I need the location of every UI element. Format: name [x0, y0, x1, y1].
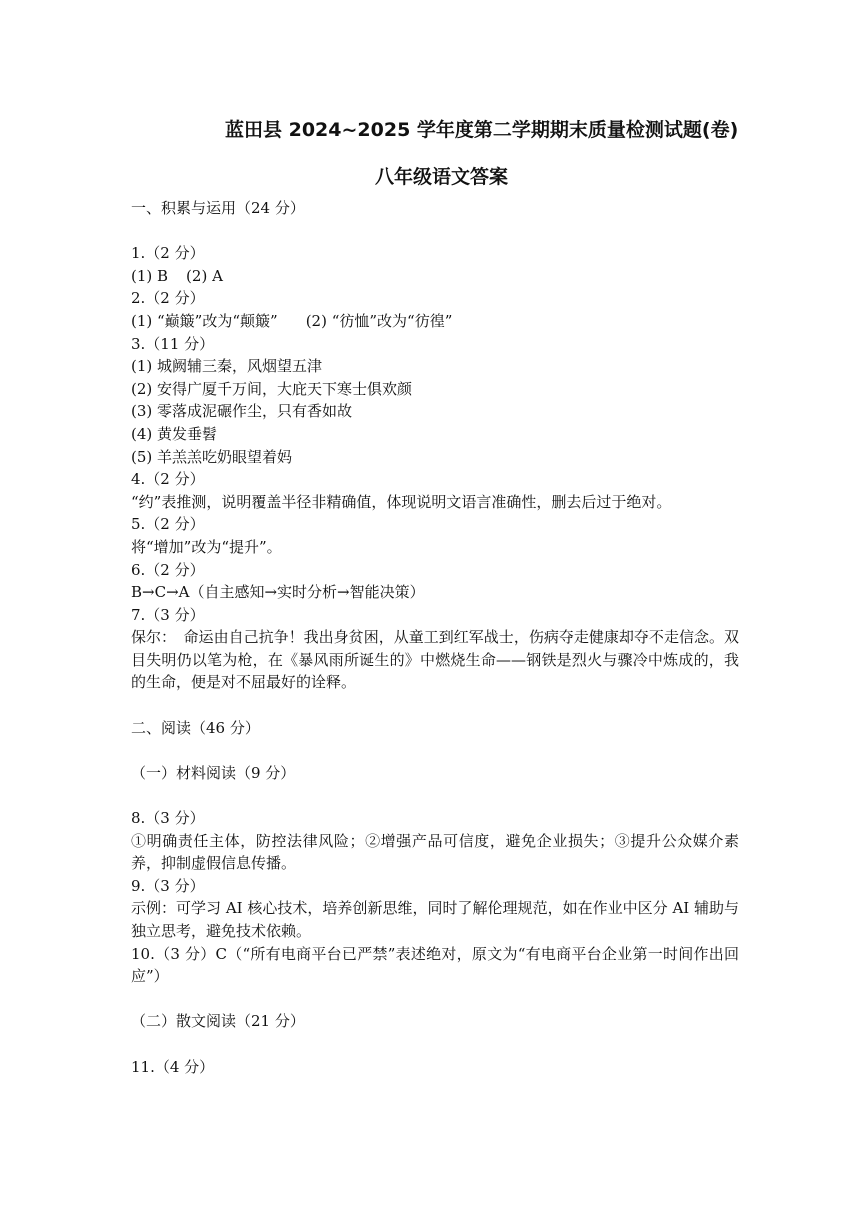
answer-6: B→C→A（自主感知→实时分析→智能决策）	[131, 583, 425, 602]
question-label-9: 9.（3 分）	[131, 876, 205, 895]
question-label-5: 5.（2 分）	[131, 515, 205, 534]
blank-line	[131, 694, 739, 717]
document-body	[131, 197, 739, 1078]
question-label-11: 11.（4 分）	[131, 1057, 215, 1076]
question-label-1: 1.（2 分）	[131, 244, 205, 263]
document-title: 蓝田县 2024~2025 学年度第二学期期末质量检测试题(卷)	[225, 119, 739, 141]
answer-9: 示例：可学习 AI 核心技术，培养创新思维，同时了解伦理规范，如在作业中区分 AI 辅助与独立思考，避免技术依赖。	[131, 899, 739, 940]
blank-line	[131, 1033, 739, 1056]
blank-line	[131, 739, 739, 762]
answer-3-item: (1) 城阙辅三秦，风烟望五津	[131, 357, 323, 376]
answer-line-1	[131, 265, 739, 288]
question-label-3: 3.（11 分）	[131, 334, 215, 353]
blank-line	[131, 220, 739, 243]
subsection-heading-prose: （二）散文阅读（21 分）	[131, 1012, 305, 1031]
answer-5: 将“增加”改为“提升”。	[131, 537, 282, 556]
answer-1-part-2: (2) A	[186, 266, 223, 285]
answer-2-part-1: (1) “巅簸”改为“颠簸”	[131, 311, 278, 330]
blank-line	[131, 784, 739, 807]
section-heading-reading: 二、阅读（46 分）	[131, 718, 260, 737]
question-label-6: 6.（2 分）	[131, 560, 205, 579]
answer-8: ①明确责任主体，防控法律风险；②增强产品可信度，避免企业损失；③提升公众媒介素养，抑制虚假信息传播。	[131, 831, 739, 873]
answer-2-part-2: (2) “彷恤”改为“彷徨”	[305, 311, 453, 330]
answer-4: “约”表推测，说明覆盖半径非精确值，体现说明文语言准确性，删去后过于绝对。	[131, 492, 672, 511]
document-subtitle: 八年级语文答案	[375, 166, 509, 188]
answer-10: 10.（3 分）C（“所有电商平台已严禁”表述绝对，原文为“有电商平台企业第一时间作出回应”）	[131, 944, 739, 986]
section-heading-accumulation: 一、积累与运用（24 分）	[131, 199, 305, 217]
blank-line	[131, 988, 739, 1011]
subsection-heading-material: （一）材料阅读（9 分）	[131, 763, 296, 782]
question-label-7: 7.（3 分）	[131, 605, 205, 624]
answer-7: 保尔： 命运由自己抗争！我出身贫困，从童工到红军战士，伤病夺走健康却夺不走信念。双目失明仍以笔为枪，在《暴风雨所诞生的》中燃烧生命——钢铁是烈火与骤冷中炼成的，我的生命，便是对不屈最好的诠释。	[131, 628, 739, 692]
answer-3-item: (3) 零落成泥碾作尘，只有香如故	[131, 402, 353, 421]
question-label-2: 2.（2 分）	[131, 289, 205, 308]
answer-3-item: (2) 安得广厦千万间，大庇天下寒士俱欢颜	[131, 379, 413, 398]
question-label-4: 4.（2 分）	[131, 470, 205, 489]
answer-line-2	[131, 310, 739, 333]
question-label-8: 8.（3 分）	[131, 809, 205, 828]
answer-1-part-1: (1) B	[131, 266, 169, 285]
answer-3-item: (5) 羊羔羔吃奶眼望着妈	[131, 447, 293, 466]
answer-3-item: (4) 黄发垂髫	[131, 424, 218, 443]
